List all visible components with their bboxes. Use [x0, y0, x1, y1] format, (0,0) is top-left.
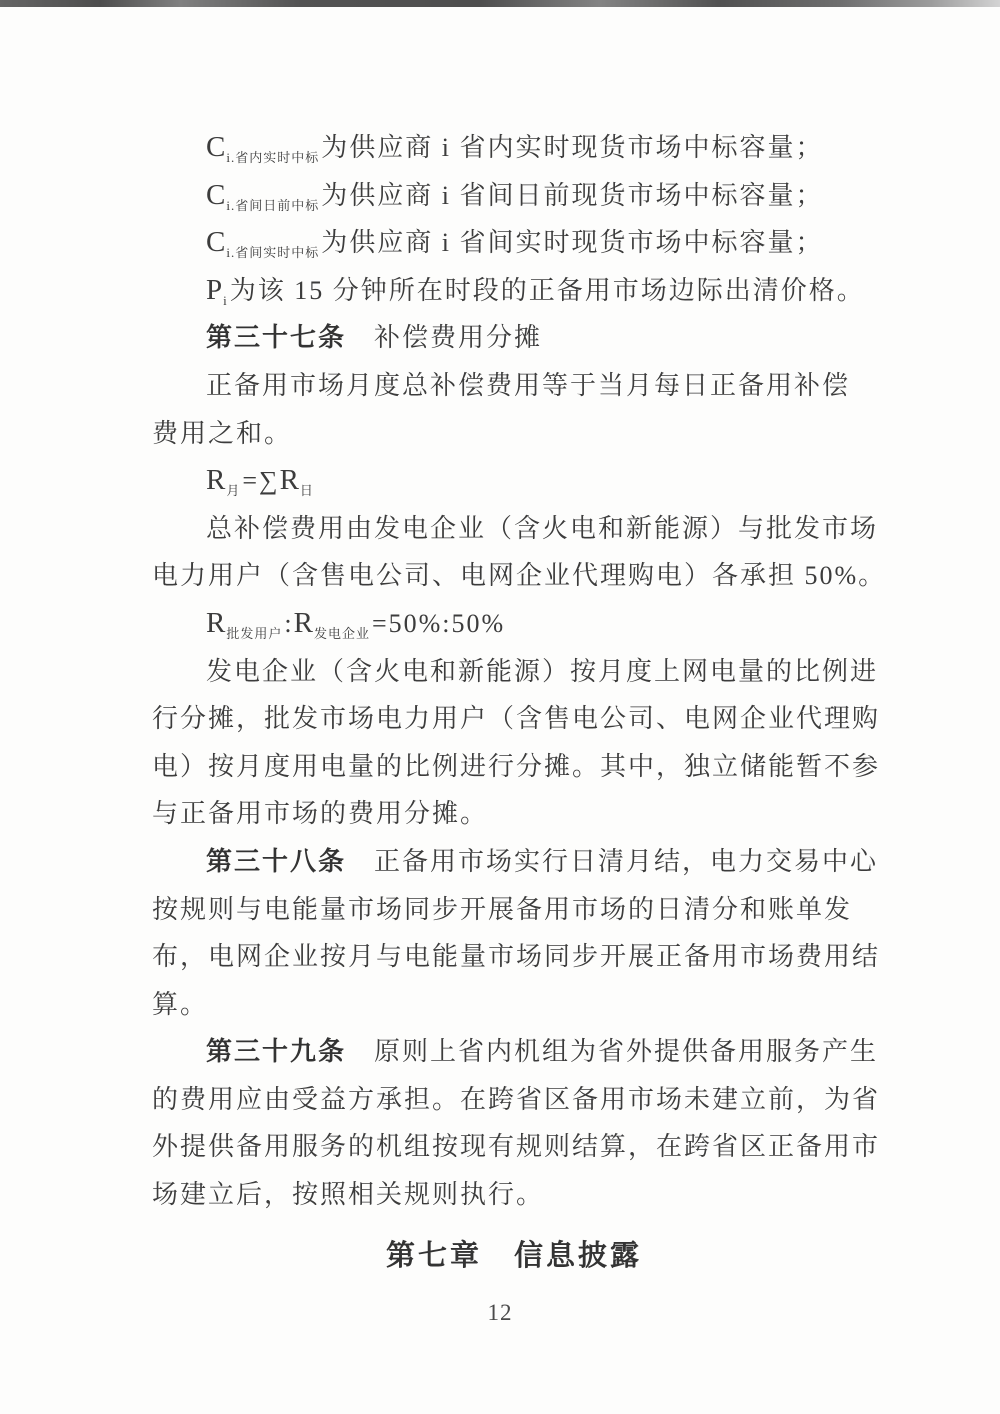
text-segment: 正备用市场月度总补偿费用等于当月每日正备用补偿 [206, 370, 851, 400]
text-segment: 场建立后，按照相关规则执行。 [152, 1180, 545, 1210]
text-segment: 原则上省内机组为省外提供备用服务产生 [346, 1037, 879, 1067]
text-line [152, 600, 876, 648]
text-segment: 第三十九条 [206, 1037, 347, 1067]
text-segment: 费用之和。 [152, 418, 293, 448]
text-segment: 第三十八条 [206, 846, 347, 876]
text-segment: 为该 15 分钟所在时段的正备用市场边际出清价格。 [229, 275, 865, 305]
text-segment: 与正备用市场的费用分摊。 [152, 799, 489, 829]
text-segment: 的费用应由受益方承担。在跨省区备用市场未建立前，为省 [152, 1084, 881, 1114]
text-line [152, 219, 876, 267]
text-segment: 补偿费用分摊 [346, 323, 543, 353]
text-line [152, 695, 881, 743]
text-segment: 为供应商 i 省内实时现货市场中标容量； [321, 133, 824, 162]
subscript: 发电企业 [313, 625, 370, 641]
formula-variable: R [206, 606, 226, 639]
text-line [152, 1028, 879, 1076]
text-line [152, 838, 879, 886]
subscript: i.省间实时中标 [226, 245, 320, 261]
document-body [152, 124, 887, 1280]
formula-variable: R [206, 464, 226, 497]
text-segment: 为供应商 i 省间日前现货市场中标容量； [321, 180, 824, 210]
text-line [152, 267, 876, 315]
text-line [152, 790, 876, 838]
text-segment: 第七章 信息披露 [385, 1239, 642, 1272]
formula-variable: C [206, 226, 226, 259]
subscript: 月 [226, 483, 241, 499]
text-line [152, 457, 876, 505]
text-segment: 总补偿费用由发电企业（含火电和新能源）与批发市场 [206, 513, 879, 543]
formula-variable: R [279, 464, 299, 497]
scan-artifact-top [0, 0, 1000, 7]
text-line [152, 314, 876, 362]
text-segment: 布，电网企业按月与电能量市场同步开展正备用市场费用结 [152, 942, 881, 972]
text-line [152, 981, 876, 1029]
text-line [152, 362, 876, 410]
text-segment: =50%:50% [371, 608, 506, 638]
subscript: i.省内实时中标 [226, 150, 320, 165]
formula-variable: P [206, 273, 223, 306]
subscript: 日 [299, 483, 314, 499]
text-segment: 行分摊，批发市场电力用户（含售电公司、电网企业代理购 [152, 704, 881, 734]
text-segment: 电力用户（含售电公司、电网企业代理购电）各承担 50%。 [152, 561, 887, 591]
text-segment: =∑ [242, 466, 280, 496]
formula-variable: C [206, 131, 226, 163]
subscript: 批发用户 [226, 625, 283, 641]
text-line [152, 648, 879, 696]
text-segment: 电）按月度用电量的比例进行分摊。其中，独立储能暂不参 [152, 751, 881, 781]
text-segment: 第三十七条 [206, 323, 347, 353]
text-line [152, 410, 876, 458]
subscript: i [223, 292, 228, 308]
text-segment: 为供应商 i 省间实时现货市场中标容量； [321, 228, 824, 258]
page-number: 12 [487, 1300, 513, 1325]
subscript: i.省间日前中标 [226, 197, 320, 213]
text-line [152, 1076, 881, 1124]
text-line [152, 743, 881, 791]
text-segment: 发电企业（含火电和新能源）按月度上网电量的比例进 [206, 656, 879, 686]
text-segment: : [284, 608, 294, 638]
text-line [152, 933, 881, 981]
text-line [152, 1123, 881, 1171]
chapter-heading [152, 1233, 876, 1281]
text-line [152, 1171, 876, 1219]
text-line [152, 886, 876, 934]
text-line [152, 552, 887, 600]
text-segment: 按规则与电能量市场同步开展备用市场的日清分和账单发 [152, 894, 853, 924]
text-segment: 算。 [152, 989, 209, 1019]
formula-variable: R [293, 606, 313, 639]
text-line [152, 505, 879, 553]
text-line [152, 172, 876, 220]
text-line [152, 124, 876, 172]
text-segment: 外提供备用服务的机组按现有规则结算，在跨省区正备用市 [152, 1132, 881, 1162]
text-segment: 正备用市场实行日清月结，电力交易中心 [346, 846, 879, 876]
formula-variable: C [206, 178, 226, 211]
